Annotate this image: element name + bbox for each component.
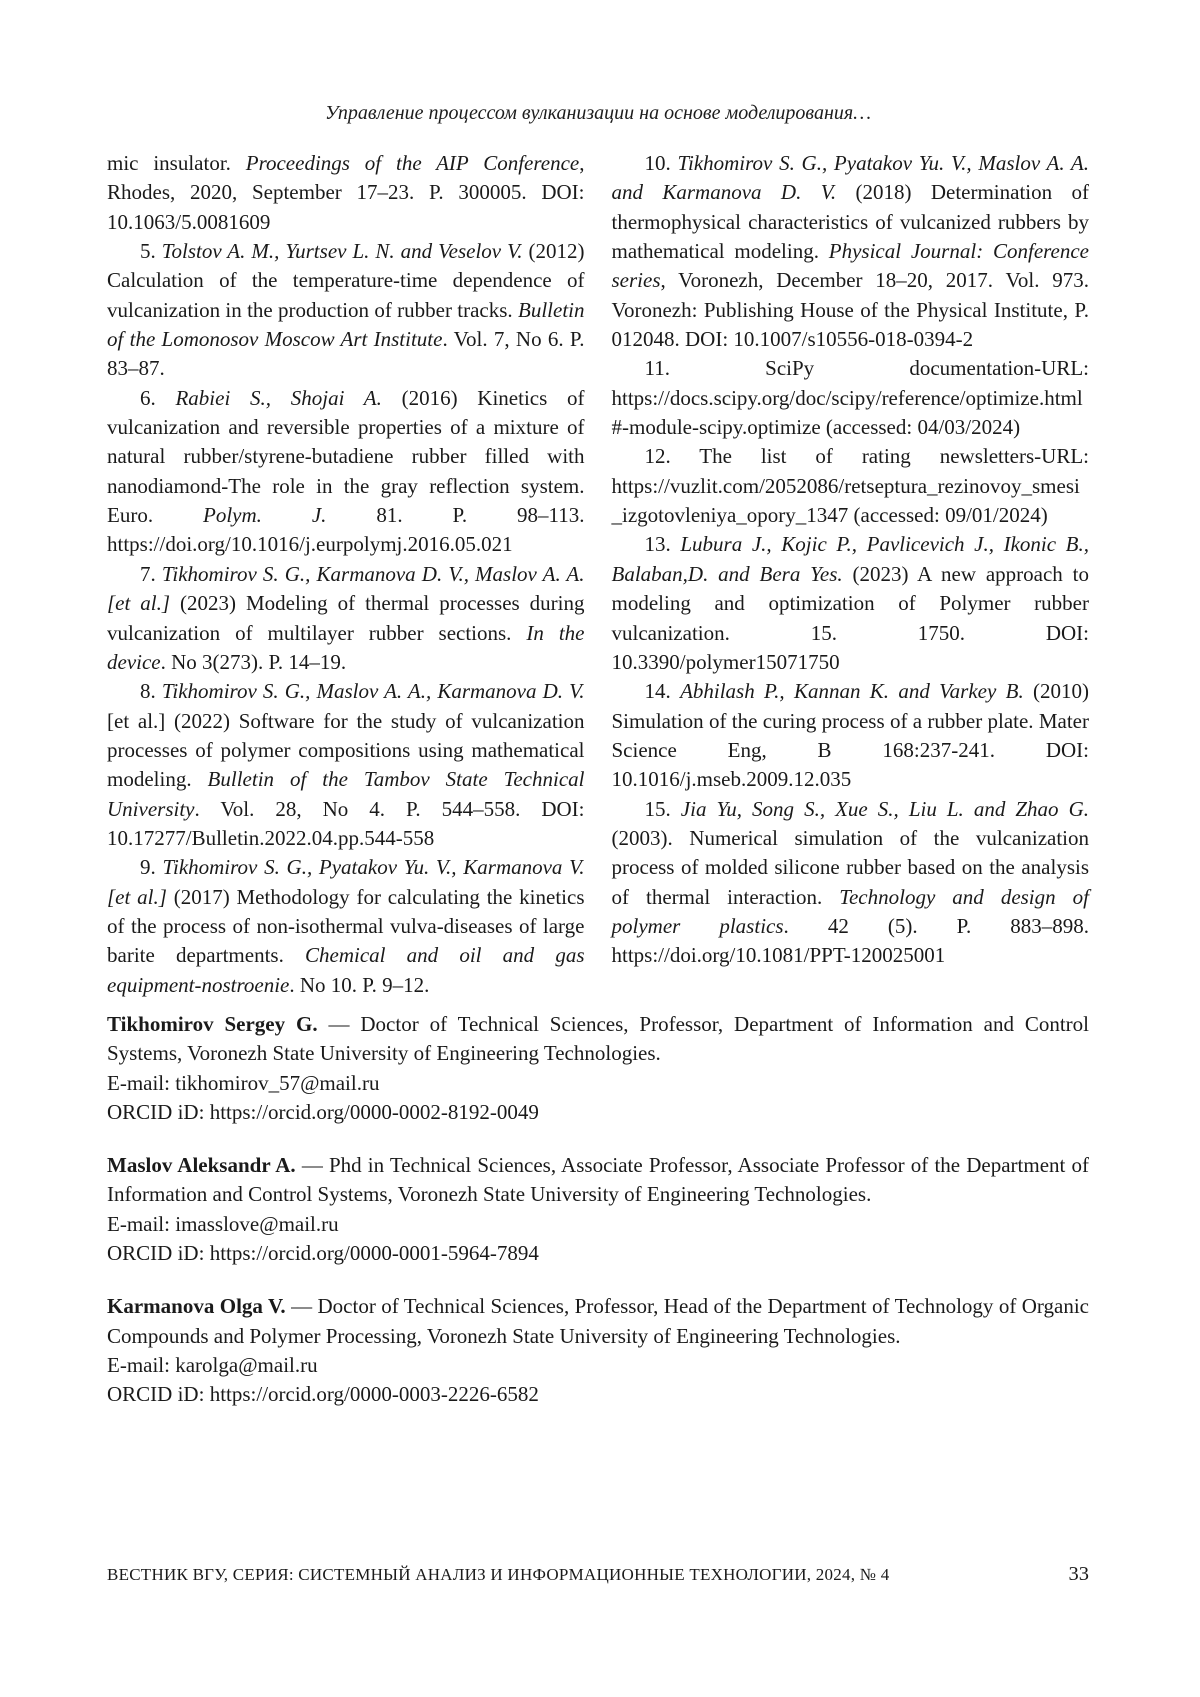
author-email-line xyxy=(107,1351,1089,1380)
author-name: Maslov Aleksandr A. xyxy=(107,1153,296,1178)
reference-text: 10. xyxy=(644,151,678,175)
reference-text: (2016) Kinetics of vulcanization and reversible properties of a mixture of natural rubber/styrene-butadiene rubber filled with nanodiamond-The role in the gray reflection system. Euro. xyxy=(107,385,585,528)
reference-text: (2023) A new approach to modeling and optimization of Polymer rubber vulcanization. 15. 1750. DOI: 10.3390/polymer15071750 xyxy=(611,561,1089,674)
reference-text: (2003). Numerical simulation of the vulcanization process of molded silicone rubber based on the analysis of thermal interaction. xyxy=(611,825,1089,909)
reference-italic-text: In the device xyxy=(107,620,585,674)
reference-text: 6. xyxy=(140,385,176,410)
reference-text: 7. xyxy=(140,561,162,586)
reference-text: (2012) Calculation of the temperature-time dependence of vulcanization in the production of rubber tracks. xyxy=(107,239,585,322)
reference-italic-text: Rabiei S., Shojai A. xyxy=(175,385,382,410)
reference-text: [et al.] (2022) Software for the study of vulcanization processes of polymer compositions using mathematical modeling. xyxy=(107,708,585,792)
reference-item xyxy=(107,677,585,853)
page-content xyxy=(107,0,1089,1410)
journal-footer-line: ВЕСТНИК ВГУ, СЕРИЯ: СИСТЕМНЫЙ АНАЛИЗ И ИНФОРМАЦИОННЫЕ ТЕХНОЛОГИИ, 2024, № 4 xyxy=(107,1565,890,1584)
authors-section xyxy=(107,1010,1089,1410)
reference-italic-text: Jia Yu, Song S., Xue S., Liu L. and Zhao G. xyxy=(680,796,1090,821)
reference-item xyxy=(107,149,585,237)
references-right-column xyxy=(612,149,1090,1000)
author-bio-block xyxy=(107,1151,1089,1268)
running-title: Управление процессом вулканизации на основе моделирования… xyxy=(325,102,871,124)
reference-text: . 42 (5). P. 883–898. https://doi.org/10.1081/PPT-120025001 xyxy=(611,913,1090,968)
reference-text: . No 3(273). P. 14–19. xyxy=(160,649,347,674)
page-footer xyxy=(107,1563,1089,1586)
reference-text: (2010) Simulation of the curing process of a rubber plate. Mater Science Eng, B 168:237-241. DOI: 10.1016/j.mseb.2009.12.035 xyxy=(611,679,1089,792)
reference-italic-text: Physical Journal: Conference series xyxy=(611,239,1089,293)
orcid-url: https://orcid.org/0000-0003-2226-6582 xyxy=(209,1382,539,1407)
reference-italic-text: Lubura J., Kojic P., Pavlicevich J., Ikonic B., Balaban,D. and Bera Yes. xyxy=(611,532,1090,586)
reference-text: (2023) Modeling of thermal processes during vulcanization of multilayer rubber sections. xyxy=(107,591,585,645)
orcid-url: https://orcid.org/0000-0002-8192-0049 xyxy=(209,1099,539,1124)
author-name: Tikhomirov Sergey G. xyxy=(107,1011,318,1036)
reference-text: 5. xyxy=(140,239,162,264)
orcid-label: ORCID iD: xyxy=(107,1382,210,1407)
reference-italic-text: Technology and design of polymer plastics xyxy=(611,884,1089,938)
reference-text: . No 10. P. 9–12. xyxy=(289,972,430,997)
reference-item xyxy=(107,384,585,560)
reference-text: . Vol. 7, No 6. P. 83–87. xyxy=(107,327,585,381)
orcid-label: ORCID iD: xyxy=(107,1241,210,1266)
author-email-line xyxy=(107,1210,1089,1239)
reference-item xyxy=(612,149,1090,354)
email-address: tikhomirov_57@mail.ru xyxy=(175,1070,380,1095)
author-bio-block xyxy=(107,1292,1089,1409)
reference-italic-text: Proceedings of the AIP Conference xyxy=(245,151,580,175)
email-address: imasslove@mail.ru xyxy=(175,1211,339,1236)
reference-text: 14. xyxy=(644,679,681,704)
reference-text: 13. xyxy=(644,532,681,557)
reference-italic-text: Polym. J. xyxy=(203,503,327,528)
author-role-text: Phd in Technical Sciences, Associate Professor, Associate Professor of the Department of Information and Control Systems, Voronezh State University of Engineering Technologies. xyxy=(107,1153,1089,1207)
reference-italic-text: Tikhomirov S. G., Maslov A. A., Karmanova D. V. xyxy=(161,679,585,704)
reference-item xyxy=(107,237,585,384)
email-label: E-mail: xyxy=(107,1211,176,1236)
reference-italic-text: Tikhomirov S. G., Pyatakov Yu. V., Maslov A. A. and Karmanova D. V. xyxy=(611,151,1089,205)
dash-separator: — xyxy=(285,1294,318,1319)
author-name: Karmanova Olga V. xyxy=(107,1294,286,1319)
reference-text: 12. The list of rating newsletters-URL: https://vuzlit.com/2052086/retseptura_rezinovoy_smesi_izgotovleniya_opory_1347 (accessed: 09/01/2024) xyxy=(611,444,1089,528)
reference-text: 15. xyxy=(644,796,681,821)
reference-italic-text: Tolstov A. M., Yurtsev L. N. and Veselov V. xyxy=(161,239,523,264)
email-label: E-mail: xyxy=(107,1352,176,1377)
email-label: E-mail: xyxy=(107,1070,176,1095)
reference-item xyxy=(612,530,1090,677)
author-bio-line xyxy=(107,1151,1089,1210)
reference-text: , Rhodes, 2020, September 17–23. P. 300005. DOI: 10.1063/5.0081609 xyxy=(107,151,585,234)
reference-item xyxy=(612,677,1090,794)
reference-item xyxy=(107,853,585,1000)
reference-italic-text: Abhilash P., Kannan K. and Varkey B. xyxy=(680,679,1024,704)
reference-text: 9. xyxy=(140,855,163,880)
page-number: 33 xyxy=(1068,1563,1089,1585)
reference-text: 81. P. 98–113. https://doi.org/10.1016/j.eurpolymj.2016.05.021 xyxy=(107,503,585,557)
reference-item xyxy=(612,442,1090,530)
reference-text: (2018) Determination of thermophysical characteristics of vulcanized rubbers by mathematical modeling. xyxy=(611,180,1089,264)
reference-text: (2017) Methodology for calculating the kinetics of the process of non-isothermal vulva-diseases of large barite departments. xyxy=(107,884,585,968)
author-orcid-line xyxy=(107,1380,1089,1409)
author-orcid-line xyxy=(107,1098,1089,1127)
reference-italic-text: Bulletin of the Tambov State Technical University xyxy=(107,767,585,821)
author-bio-line xyxy=(107,1010,1089,1069)
dash-separator: — xyxy=(317,1011,361,1036)
dash-separator: — xyxy=(295,1153,329,1178)
reference-text: . Vol. 28, No 4. P. 544–558. DOI: 10.17277/Bulletin.2022.04.pp.544-558 xyxy=(107,796,585,850)
reference-italic-text: Chemical and oil and gas equipment-nostroenie xyxy=(107,943,585,997)
author-role-text: Doctor of Technical Sciences, Professor, Department of Information and Control Systems, Voronezh State University of Engineering Technologies. xyxy=(107,1011,1090,1066)
author-orcid-line xyxy=(107,1239,1089,1268)
reference-italic-text: Bulletin of the Lomonosov Moscow Art Institute xyxy=(107,297,585,352)
author-bio-line xyxy=(107,1292,1089,1351)
reference-item xyxy=(612,354,1090,442)
author-bio-block xyxy=(107,1010,1089,1127)
reference-italic-text: Tikhomirov S. G., Karmanova D. V., Maslov A. A. [et al.] xyxy=(107,561,585,616)
reference-text: , Voronezh, December 18–20, 2017. Vol. 973. Voronezh: Publishing House of the Physical Institute, P. 012048. DOI: 10.1007/s10556-018-0394-2 xyxy=(611,268,1089,352)
reference-italic-text: Tikhomirov S. G., Pyatakov Yu. V., Karmanova V. [et al.] xyxy=(107,855,585,909)
references-section xyxy=(107,149,1089,1000)
reference-item xyxy=(612,795,1090,971)
email-address: karolga@mail.ru xyxy=(175,1352,318,1377)
author-email-line xyxy=(107,1069,1089,1098)
reference-item xyxy=(107,560,585,677)
orcid-url: https://orcid.org/0000-0001-5964-7894 xyxy=(209,1241,539,1266)
author-role-text: Doctor of Technical Sciences, Professor, Head of the Department of Technology of Organic Compounds and Polymer Processing, Voronezh State University of Engineering Technologies. xyxy=(107,1294,1090,1348)
orcid-label: ORCID iD: xyxy=(107,1099,210,1124)
reference-text: 11. SciPy documentation-URL: https://docs.scipy.org/doc/scipy/reference/optimize.html#-module-scipy.optimize (accessed: 04/03/2024) xyxy=(611,356,1089,440)
reference-text: mic insulator. xyxy=(107,151,246,175)
reference-text: 8. xyxy=(140,679,162,704)
references-left-column xyxy=(107,149,585,1000)
